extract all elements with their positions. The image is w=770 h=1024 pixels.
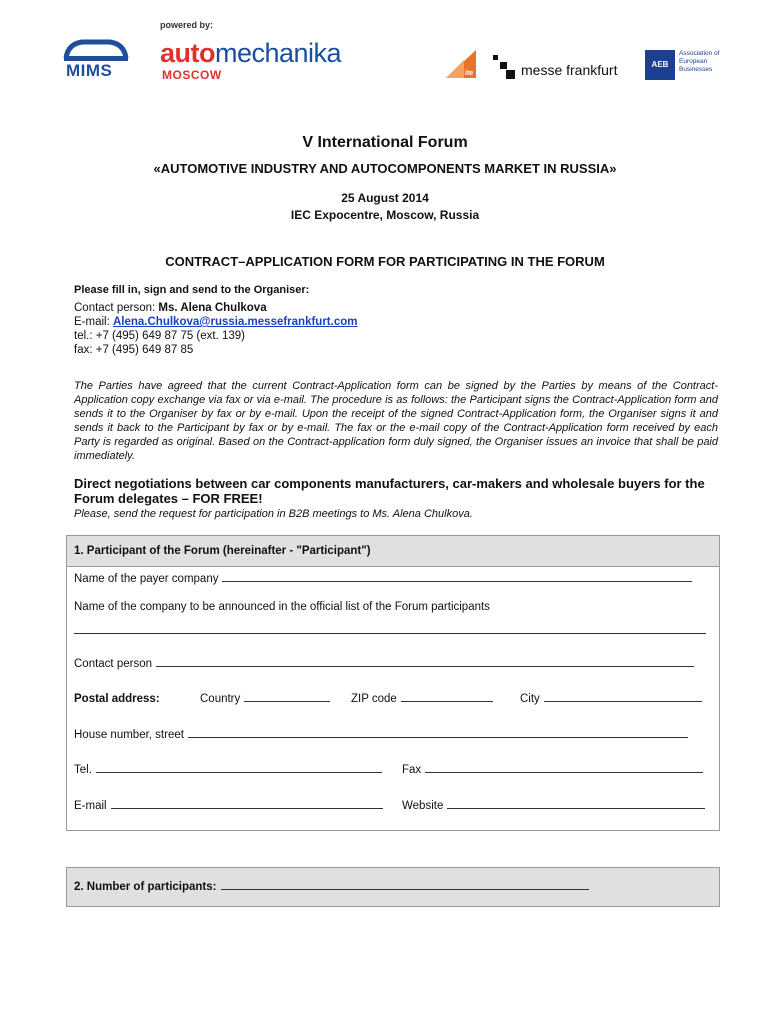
forum-date: 25 August 2014	[341, 191, 429, 205]
zip-label: ZIP code	[351, 693, 397, 705]
email-label: E-mail	[74, 800, 107, 812]
city-label: City	[520, 693, 540, 705]
website-label: Website	[402, 800, 444, 812]
tel-field[interactable]	[74, 764, 382, 776]
country-label: Country	[200, 693, 241, 705]
city-field[interactable]	[520, 693, 702, 705]
payer-company-line[interactable]	[222, 580, 692, 582]
auto-text: auto	[160, 38, 215, 68]
automechanika-logo	[160, 38, 341, 69]
contact-tel: tel.: +7 (495) 649 87 75 (ext. 139)	[74, 330, 246, 342]
moscow-label: MOSCOW	[162, 68, 222, 82]
messe-frankfurt-mark-icon	[493, 55, 515, 81]
forum-venue: IEC Expocentre, Moscow, Russia	[290, 208, 480, 222]
payer-company-label: Name of the payer company	[74, 573, 219, 585]
agreement-paragraph: The Parties have agreed that the current Contract-Application form can be signed by the Parties by means of the Contract-Application copy exchange via fax or via e-mail. The procedure is as follows: the Participant signs the Contract-Application form and sends it to the Organiser by fax or by e-mail. Upon the receipt of the signed Contract-Application form, the Organiser signs it and sends it back to the Participant by fax or by e-mail. The fax or the e-mail copy of the Contract-Application form received by each Party is regarded as original. Based on the Contract-application form duly signed, the Organiser issues an invoice that shall be paid immediately.	[74, 380, 718, 462]
messe-frankfurt-text: messe frankfurt	[521, 62, 618, 78]
aeb-badge: AEB	[645, 50, 675, 80]
contact-email-link[interactable]: Alena.Chulkova@russia.messefrankfurt.com	[112, 316, 358, 328]
participants-count-row	[67, 868, 719, 906]
contact-fax: fax: +7 (495) 649 87 85	[74, 344, 194, 356]
contact-email-label: E-mail:	[74, 316, 113, 328]
aeb-full-name: Association of European Businesses	[679, 50, 720, 73]
mechanika-text: mechanika	[215, 38, 342, 68]
b2b-headline: Direct negotiations between car components manufacturers, car-makers and wholesale buyers for the Forum delegates – FOR FREE!	[74, 476, 705, 506]
zip-field[interactable]	[351, 693, 493, 705]
country-field[interactable]	[200, 693, 330, 705]
house-street-line[interactable]	[188, 736, 688, 738]
contact-person-input-line[interactable]	[156, 665, 694, 667]
website-line[interactable]	[447, 807, 705, 809]
zip-line[interactable]	[401, 700, 493, 702]
contact-person-line	[74, 301, 267, 315]
participants-count-label: 2. Number of participants:	[74, 881, 217, 893]
website-field[interactable]	[402, 800, 705, 812]
forum-title: V International Forum	[302, 134, 468, 151]
fill-instruction: Please fill in, sign and send to the Organiser:	[74, 284, 310, 296]
house-street-field[interactable]	[74, 729, 688, 741]
powered-by-label: powered by:	[160, 20, 214, 30]
ite-logo	[446, 50, 476, 78]
contact-person-label: Contact person:	[74, 302, 159, 314]
announced-company-line[interactable]	[74, 633, 706, 634]
payer-company-field[interactable]	[74, 573, 692, 585]
ite-icon	[446, 50, 476, 78]
mims-logo	[62, 36, 130, 84]
b2b-note: Please, send the request for participation in B2B meetings to Ms. Alena Chulkova.	[74, 508, 473, 520]
house-street-label: House number, street	[74, 729, 184, 741]
contact-person-name: Ms. Alena Chulkova	[158, 302, 267, 314]
tel-label: Tel.	[74, 764, 92, 776]
participants-count-section	[66, 867, 720, 907]
country-line[interactable]	[244, 700, 330, 702]
tel-line[interactable]	[96, 771, 382, 773]
form-title: CONTRACT–APPLICATION FORM FOR PARTICIPATING IN THE FORUM	[165, 254, 605, 269]
postal-address-label: Postal address:	[74, 693, 160, 705]
contact-person-field-label: Contact person	[74, 658, 152, 670]
ite-text: ite	[465, 70, 474, 77]
mims-text: MIMS	[66, 61, 113, 80]
participant-section-title: 1. Participant of the Forum (hereinafter - "Participant")	[67, 536, 719, 567]
participants-count-line[interactable]	[221, 888, 589, 890]
city-line[interactable]	[544, 700, 702, 702]
forum-subtitle: «AUTOMOTIVE INDUSTRY AND AUTOCOMPONENTS MARKET IN RUSSIA»	[153, 161, 617, 176]
email-line[interactable]	[111, 807, 383, 809]
email-field[interactable]	[74, 800, 383, 812]
fax-label: Fax	[402, 764, 422, 776]
aeb-logo	[645, 50, 725, 82]
fax-field[interactable]	[402, 764, 703, 776]
fax-line[interactable]	[425, 771, 703, 773]
announced-company-label: Name of the company to be announced in the official list of the Forum participants	[74, 601, 490, 613]
contact-email-line	[74, 315, 357, 329]
contact-person-field[interactable]	[74, 658, 694, 670]
